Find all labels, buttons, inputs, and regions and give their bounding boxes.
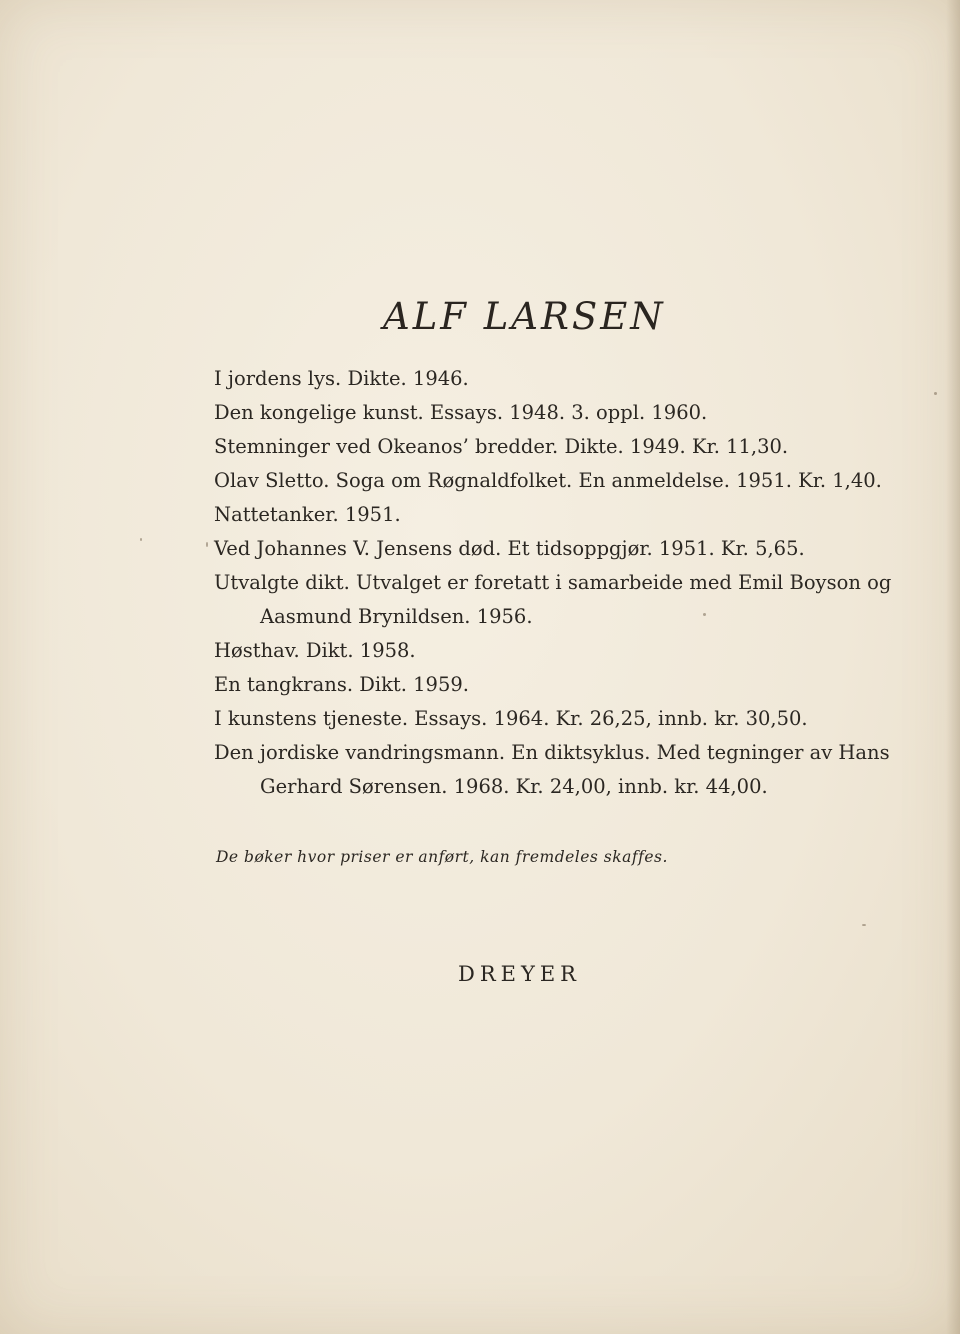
book-entry: Høsthav. Dikt. 1958. bbox=[214, 639, 416, 662]
paper-speck bbox=[703, 613, 706, 616]
book-entry: I kunstens tjeneste. Essays. 1964. Kr. 26,25, innb. kr. 30,50. bbox=[214, 707, 808, 730]
book-entry: Nattetanker. 1951. bbox=[214, 503, 401, 526]
paper-speck bbox=[862, 924, 866, 926]
book-entry: En tangkrans. Dikt. 1959. bbox=[214, 673, 469, 696]
availability-note: De bøker hvor priser er anført, kan fremdeles skaffes. bbox=[216, 848, 668, 866]
paper-speck bbox=[206, 542, 208, 547]
publisher-name: DREYER bbox=[458, 962, 581, 986]
page-edge-shadow bbox=[946, 0, 960, 1334]
book-entry: Utvalgte dikt. Utvalget er foretatt i samarbeide med Emil Boyson og Aasmund Brynildsen. 1956. bbox=[214, 571, 892, 628]
book-entry: Den jordiske vandringsmann. En diktsyklus. Med tegninger av Hans Gerhard Sørensen. 1968. Kr. 24,00, innb. kr. 44,00. bbox=[214, 741, 890, 798]
paper-speck bbox=[934, 392, 937, 395]
paper-speck bbox=[140, 538, 142, 541]
book-entry: Stemninger ved Okeanos’ bredder. Dikte. 1949. Kr. 11,30. bbox=[214, 435, 789, 458]
book-entry: Olav Sletto. Soga om Røgnaldfolket. En anmeldelse. 1951. Kr. 1,40. bbox=[214, 469, 882, 492]
book-entry: Ved Johannes V. Jensens død. Et tidsoppgjør. 1951. Kr. 5,65. bbox=[214, 537, 805, 560]
author-title: ALF LARSEN bbox=[383, 294, 666, 338]
book-entry: Den kongelige kunst. Essays. 1948. 3. oppl. 1960. bbox=[214, 401, 708, 424]
bibliography-list bbox=[214, 362, 904, 804]
book-entry: I jordens lys. Dikte. 1946. bbox=[214, 367, 469, 390]
